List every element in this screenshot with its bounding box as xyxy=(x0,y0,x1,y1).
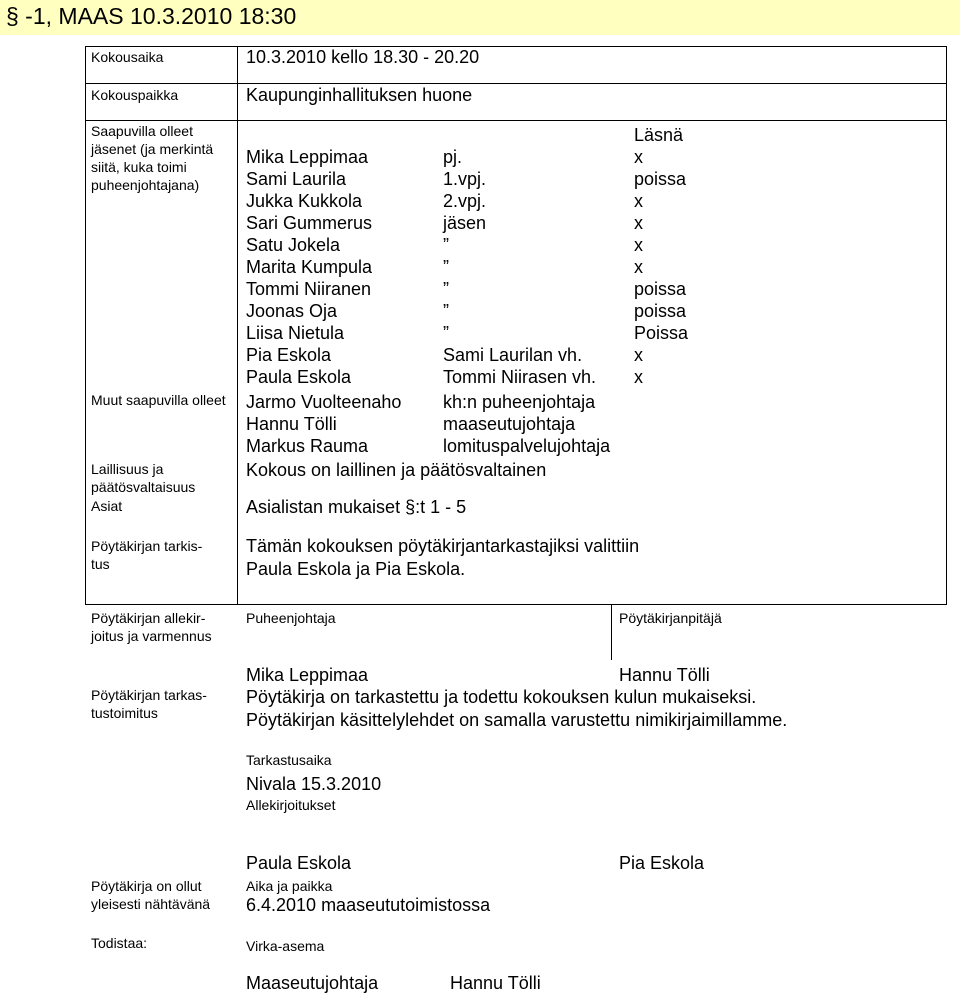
attendee-status: poissa xyxy=(634,169,687,189)
attendee-status: Poissa xyxy=(634,323,689,343)
public-place-label: Aika ja paikka xyxy=(246,878,333,894)
signing-label-line2: joitus ja varmennus xyxy=(91,628,212,644)
attendee-name: Jukka Kukkola xyxy=(246,191,363,211)
meeting-time-label: Kokousaika xyxy=(91,49,164,65)
signing-label-line1: Pöytäkirjan allekir- xyxy=(91,610,206,626)
attendee-name: Sami Laurila xyxy=(246,169,347,189)
office-label: Virka-asema xyxy=(246,938,325,954)
attendee-role: ” xyxy=(443,301,449,321)
attendee-status: x xyxy=(634,213,643,233)
agenda-value: Asialistan mukaiset §:t 1 - 5 xyxy=(246,497,467,517)
secretary-label: Pöytäkirjanpitäjä xyxy=(619,610,722,626)
legality-label-line1: Laillisuus ja xyxy=(91,461,164,477)
attest-label: Todistaa: xyxy=(91,935,148,951)
table-border-top xyxy=(85,46,947,47)
attendee-role: 1.vpj. xyxy=(443,169,487,189)
attendee-role: ” xyxy=(443,257,449,277)
attendee-name: Pia Eskola xyxy=(246,345,332,365)
attendee-status: poissa xyxy=(634,301,687,321)
attendee-role: Sami Laurilan vh. xyxy=(443,345,583,365)
attendee-name: Paula Eskola xyxy=(246,367,352,387)
attendee-role: pj. xyxy=(443,147,463,167)
attendee-role: Tommi Niirasen vh. xyxy=(443,367,597,387)
inspection-time-value: Nivala 15.3.2010 xyxy=(246,774,382,794)
meeting-time-value: 10.3.2010 kello 18.30 - 20.20 xyxy=(246,47,480,67)
row-divider xyxy=(85,604,947,605)
chair-name: Mika Leppimaa xyxy=(246,665,369,685)
inspection-line1: Pöytäkirja on tarkastettu ja todettu kokouksen kulun mukaiseksi. xyxy=(246,687,757,707)
public-label-line1: Pöytäkirja on ollut xyxy=(91,878,202,894)
meeting-place-label: Kokouspaikka xyxy=(91,87,179,103)
attendee-role: 2.vpj. xyxy=(443,191,487,211)
attendee-role: jäsen xyxy=(443,213,487,233)
attendee-status: x xyxy=(634,191,643,211)
others-label: Muut saapuvilla olleet xyxy=(91,392,226,408)
attendee-name: Mika Leppimaa xyxy=(246,147,369,167)
other-name: Hannu Tölli xyxy=(246,414,337,434)
attendee-status: x xyxy=(634,257,643,277)
inspection-label-line2: tustoimitus xyxy=(91,705,158,721)
signatures-label: Allekirjoitukset xyxy=(246,797,336,813)
legality-value: Kokous on laillinen ja päätösvaltainen xyxy=(246,460,547,480)
attendee-status: x xyxy=(634,147,643,167)
attendees-label: Saapuvilla olleet jäsenet (ja merkintä siitä, kuka toimi puheenjohtajana) xyxy=(91,123,214,193)
attendee-status: x xyxy=(634,235,643,255)
other-role: kh:n puheenjohtaja xyxy=(443,392,596,412)
checking-label-line2: tus xyxy=(91,556,110,572)
office-name: Hannu Tölli xyxy=(450,973,541,993)
checking-line1: Tämän kokouksen pöytäkirjantarkastajiksi valittiin xyxy=(246,536,640,556)
meeting-place-value: Kaupunginhallituksen huone xyxy=(246,85,473,105)
attendee-role: ” xyxy=(443,235,449,255)
chair-label: Puheenjohtaja xyxy=(246,610,336,626)
legality-label-line2: päätösvaltaisuus xyxy=(91,479,196,495)
attendee-role: ” xyxy=(443,323,449,343)
column-divider xyxy=(237,46,238,605)
agenda-label: Asiat xyxy=(91,498,123,514)
row-divider xyxy=(85,83,947,84)
attendee-role: ” xyxy=(443,279,449,299)
other-role: maaseutujohtaja xyxy=(443,414,576,434)
checking-line2: Paula Eskola ja Pia Eskola. xyxy=(246,559,466,579)
attendee-name: Sari Gummerus xyxy=(246,213,373,233)
attendee-name: Tommi Niiranen xyxy=(246,279,372,299)
secretary-name: Hannu Tölli xyxy=(619,665,710,685)
present-header: Läsnä xyxy=(634,125,684,145)
attendee-status: x xyxy=(634,345,643,365)
inspection-time-label: Tarkastusaika xyxy=(246,752,332,768)
signer-2: Pia Eskola xyxy=(619,853,705,873)
other-name: Jarmo Vuolteenaho xyxy=(246,392,402,412)
attendee-name: Satu Jokela xyxy=(246,235,341,255)
attendee-name: Marita Kumpula xyxy=(246,257,373,277)
signer-1: Paula Eskola xyxy=(246,853,352,873)
checking-label-line1: Pöytäkirjan tarkis- xyxy=(91,538,203,554)
document-title: § -1, MAAS 10.3.2010 18:30 xyxy=(6,3,297,29)
attendee-status: x xyxy=(634,367,643,387)
signature-divider xyxy=(611,604,612,660)
attendee-status: poissa xyxy=(634,279,687,299)
public-label-line2: yleisesti nähtävänä xyxy=(91,896,211,912)
table-border-left xyxy=(85,46,86,605)
public-place-value: 6.4.2010 maaseututoimistossa xyxy=(246,895,491,915)
office-value: Maaseutujohtaja xyxy=(246,973,379,993)
inspection-label-line1: Pöytäkirjan tarkas- xyxy=(91,687,207,703)
other-role: lomituspalvelujohtaja xyxy=(443,436,611,456)
row-divider xyxy=(85,120,947,121)
inspection-line2: Pöytäkirjan käsittelylehdet on samalla varustettu nimikirjaimillamme. xyxy=(246,710,788,730)
attendee-name: Liisa Nietula xyxy=(246,323,345,343)
other-name: Markus Rauma xyxy=(246,436,369,456)
attendee-name: Joonas Oja xyxy=(246,301,338,321)
table-border-right xyxy=(946,46,947,605)
